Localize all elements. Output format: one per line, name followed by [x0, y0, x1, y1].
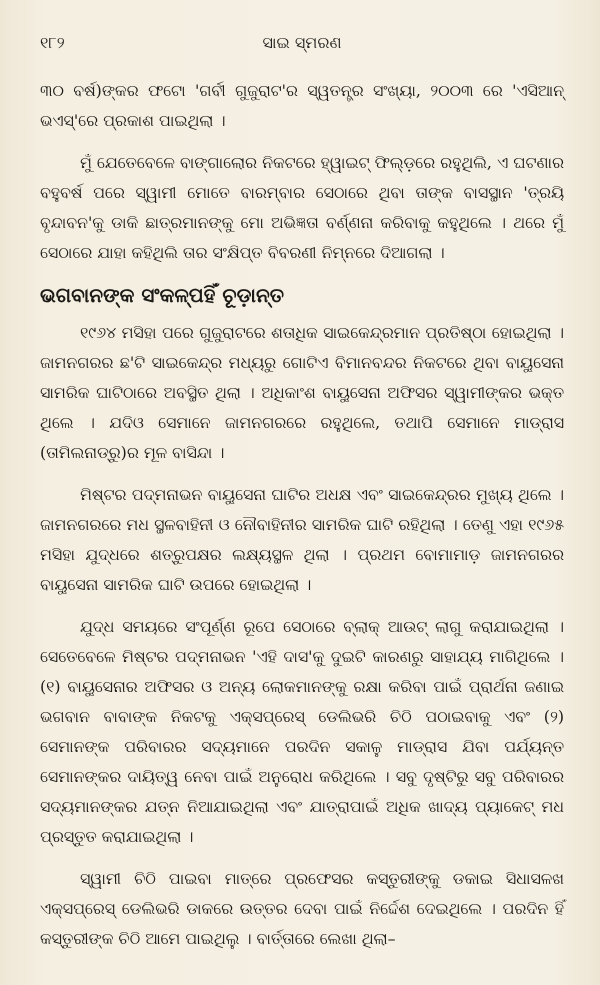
paragraph-blackout: ଯୁଦ୍ଧ ସମୟରେ ସଂପୂର୍ଣ୍ଣ ରୂପେ ସେଠାରେ ବ୍ଲାକ୍ ଆଉଟ୍ ଲାଗୁ କରାଯାଇଥିଲା । ସେତେବେଳେ ମିଷ୍ଟର ପଦ୍ମନାଭନ 'ଏହି ଦାସ'କୁ ଦୁଇଟି କାରଣରୁ ସାହାଯ୍ୟ ମାଗିଥିଲେ । (୧) ବାୟୁସେନାର ଅଫିସର ଓ ଅନ୍ୟ ଲୋକମାନଙ୍କୁ ରକ୍ଷା କରିବା ପାଇଁ ପ୍ରାର୍ଥନା ଜଣାଇ ଭଗବାନ ବାବାଙ୍କ ନିକଟକୁ ଏକ୍ସପ୍ରେସ୍ ଡେଲିଭରି ଚିଠି ପଠାଇବାକୁ ଏବଂ (୨) ସେମାନଙ୍କ ପରିବାରର ସଦ୍ୟମାନେ ପରଦିନ ସକାଳୁ ମାଡ୍ରାସ ଯିବା ପର୍ଯ୍ୟନ୍ତ ସେମାନଙ୍କର ଦାୟିତ୍ୱ ନେବା ପାଇଁ ଅନୁରୋଧ କରିଥିଲେ । ସବୁ ଦୃଷ୍ଟିରୁ ସବୁ ପରିବାରର ସଦ୍ୟମାନଙ୍କର ଯତ୍ନ ନିଆଯାଇଥିଲା ଏବଂ ଯାତ୍ରାପାଇଁ ଅଧିକ ଖାଦ୍ୟ ପ୍ୟାକେଟ୍ ମଧ ପ୍ରସ୍ତୁତ କରାଯାଇଥିଲା । [40, 617, 564, 846]
page-header [40, 30, 564, 56]
paragraph-whitefield-visit: ମୁଁ ଯେତେବେଳେ ବାଙ୍ଗାଲୋର ନିକଟରେ ହ୍ୱାଇଟ୍ ଫିଲ୍ଡ଼ରେ ରହୁଥିଲି, ଏ ଘଟଣାର ବହୁବର୍ଷ ପରେ ସ୍ୱାମୀ ମୋତେ ବାରମ୍ବାର ସେଠାରେ ଥିବା ତାଙ୍କ ବାସସ୍ଥାନ 'ତ୍ରୟି ବୃନ୍ଦାବନ'କୁ ଡାକି ଛାତ୍ରମାନଙ୍କୁ ମୋ ଅଭିଜ୍ଞତା ବର୍ଣ୍ଣନା କରିବାକୁ କହୁଥିଲେ । ଥରେ ମୁଁ ସେଠାରେ ଯାହା କହିଥିଲି ତାର ସଂକ୍ଷିପ୍ତ ବିବରଣୀ ନିମ୍ନରେ ଦିଆଗଲା । [40, 153, 564, 262]
paragraph-swami-letter: ସ୍ୱାମୀ ଚିଠି ପାଇବା ମାତ୍ରେ ପ୍ରଫେସର କସ୍ତୁରୀଙ୍କୁ ଡକାଇ ସିଧାସଳଖ ଏକ୍ସପ୍ରେସ୍ ଡେଲିଭରି ଡାକରେ ଉତ୍ତର ଦେବା ପାଇଁ ନିର୍ଦ୍ଦେଶ ଦେଇଥିଲେ । ପରଦିନ ହିଁ କସ୍ତୁରୀଙ୍କ ଚିଠି ଆମେ ପାଇଥିଲୁ । ବାର୍ତ୍ତାରେ ଲେଖା ଥିଲା– [40, 869, 564, 948]
section-heading: ଭଗବାନଙ୍କ ସଂକଳ୍ପହିଁ ଚୂଡ଼ାନ୍ତ [40, 283, 285, 307]
page-number: ୧୮୨ [40, 33, 65, 52]
paragraph-continuation: ୩୦ ବର୍ଷ)ଙ୍କର ଫଟୋ 'ଗର୍ବୀ ଗୁଜୁରାଟ'ର ସ୍ୱତନ୍ତ୍ର ସଂଖ୍ୟା, ୨୦୦୩ ରେ 'ଏସିଆନ୍ ଭଏସ୍'ରେ ପ୍ରକାଶ ପାଇଥିଲା । [40, 81, 564, 130]
paragraph-sai-centres: ୧୯୬୪ ମସିହା ପରେ ଗୁଜୁରାଟରେ ଶତାଧିକ ସାଇକେନ୍ଦ୍ରମାନ ପ୍ରତିଷ୍ଠା ହୋଇଥିଲା । ଜାମନଗରର ଛ'ଟି ସାଇକେନ୍ଦ୍ର ମଧ୍ୟରୁ ଗୋଟିଏ ବିମାନବନ୍ଦର ନିକଟରେ ଥିବା ବାୟୁସେନା ସାମରିକ ଘାଟିଠାରେ ଅବସ୍ଥିତ ଥିଲା । ଅଧିକାଂଶ ବାୟୁସେନା ଅଫିସର ସ୍ୱାମୀଙ୍କର ଭକ୍ତ ଥିଲେ । ଯଦିଓ ସେମାନେ ଜାମନଗରରେ ରହୁଥିଲେ, ତଥାପି ସେମାନେ ମାଡ୍ରାସ (ତାମିଲନାଡ୍ରୁ)ର ମୂଳ ବାସିନ୍ଦା । [40, 323, 564, 462]
page-body [40, 76, 564, 954]
running-title: ସାଇ ସ୍ମରଣ [262, 33, 342, 52]
paragraph-padmanabhan: ମିଷ୍ଟର ପଦ୍ମନାଭନ ବାୟୁସେନା ଘାଟିର ଅଧକ୍ଷ ଏବଂ ସାଇକେନ୍ଦ୍ରର ମୁଖ୍ୟ ଥିଲେ । ଜାମନଗରରେ ମଧ ସ୍ଥଳବାହିନୀ ଓ ନୌବାହିନୀର ସାମରିକ ଘାଟି ରହିଥିଲା । ତେଣୁ ଏହା ୧୯୬୫ ମସିହା ଯୁଦ୍ଧରେ ଶତ୍ରୁପକ୍ଷର ଲକ୍ଷ୍ୟସ୍ଥଳ ଥିଲା । ପ୍ରଥମ ବୋମାମାଡ଼ ଜାମନଗରର ବାୟୁସେନା ସାମରିକ ଘାଟି ଉପରେ ହୋଇଥିଲା । [40, 485, 564, 594]
